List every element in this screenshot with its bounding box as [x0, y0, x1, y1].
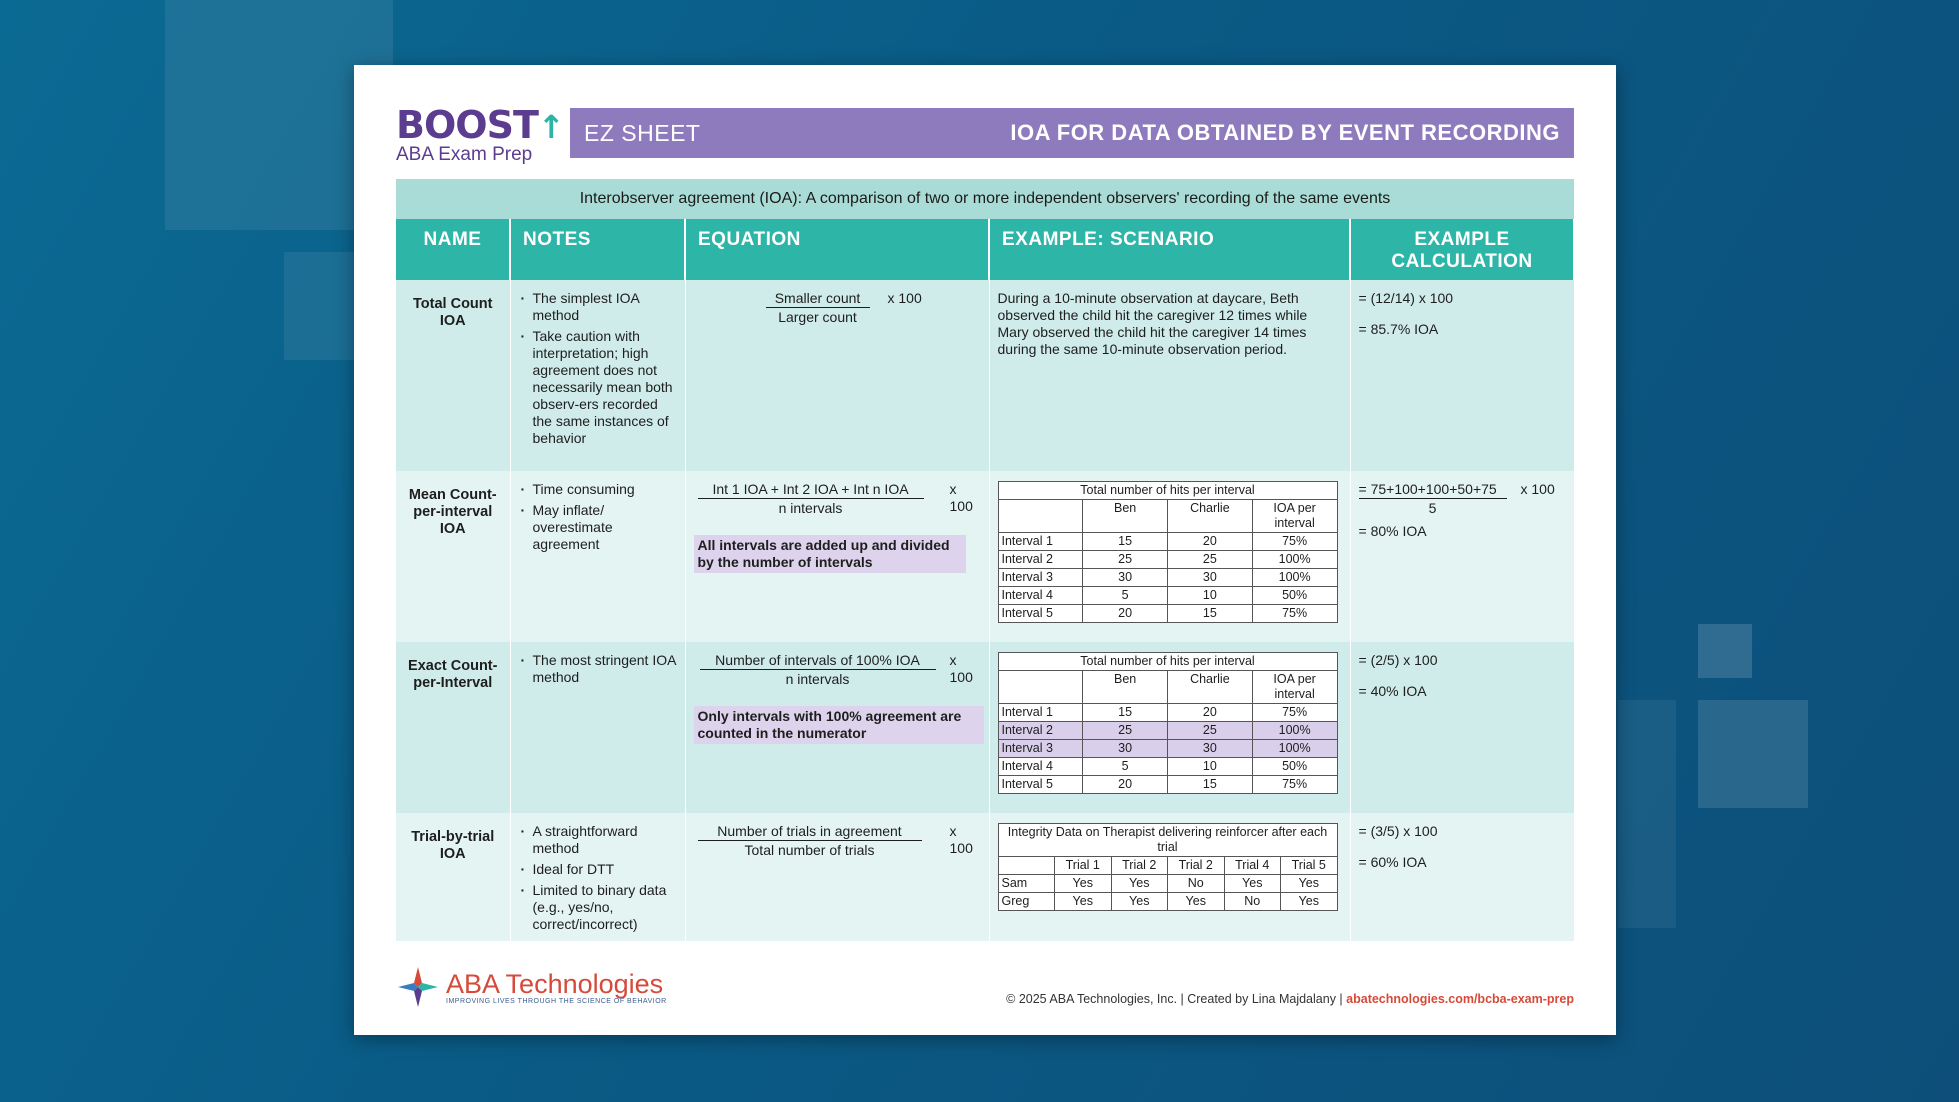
- header-notes: NOTES: [510, 219, 685, 280]
- cell: Interval 3: [998, 569, 1083, 587]
- up-arrow-icon: ↑: [537, 108, 564, 146]
- title-banner: [570, 108, 1574, 158]
- banner-label: EZ SHEET: [584, 119, 701, 146]
- row-scenario: During a 10-minute observation at daycare, Beth observed the child hit the caregiver 12 times while Mary observed the child hit the caregiver 14 times during the same 10-minute observation period.: [989, 280, 1350, 471]
- cell: 100%: [1252, 551, 1337, 569]
- cell: 10: [1168, 758, 1253, 776]
- cell: 75%: [1252, 605, 1337, 623]
- cell: Yes: [1111, 893, 1168, 911]
- mini-table-row: [998, 758, 1337, 776]
- row-notes: [510, 280, 685, 471]
- row-calculation: [1350, 813, 1574, 941]
- row-equation: [685, 813, 989, 941]
- background-square: [1618, 700, 1676, 928]
- equation-multiplier: x 100: [949, 823, 973, 856]
- calc-multiplier: x 100: [1520, 481, 1555, 497]
- calc-result: = 40% IOA: [1358, 683, 1427, 699]
- table-row: [396, 642, 1574, 813]
- mini-table-row: [998, 587, 1337, 605]
- cell: 50%: [1252, 758, 1337, 776]
- row-calculation: [1350, 642, 1574, 813]
- copyright: © 2025 ABA Technologies, Inc. | Created by Lina Majdalany |: [1006, 992, 1343, 1006]
- cell: Interval 2: [998, 551, 1083, 569]
- equation-note: Only intervals with 100% agreement are counted in the numerator: [694, 706, 984, 744]
- row-notes: [510, 813, 685, 941]
- list-item: · Limited to binary data (e.g., yes/no, correct/incorrect): [519, 882, 677, 933]
- cell: 25: [1083, 722, 1168, 740]
- cell: 75%: [1252, 776, 1337, 794]
- header-name: NAME: [396, 219, 510, 280]
- cell: 5: [1083, 587, 1168, 605]
- cell: Interval 3: [998, 740, 1083, 758]
- cell: Yes: [1224, 875, 1281, 893]
- equation-denominator: Total number of trials: [744, 842, 875, 858]
- mini-table-header: [998, 500, 1083, 533]
- row-scenario: [989, 642, 1350, 813]
- mini-table-header: Charlie: [1168, 671, 1253, 704]
- mini-table-header: Trial 4: [1224, 857, 1281, 875]
- mini-table-row: [998, 569, 1337, 587]
- equation-numerator: Smaller count: [766, 290, 870, 308]
- table-row: [396, 471, 1574, 642]
- cell: Yes: [1055, 893, 1112, 911]
- table-row: [396, 813, 1574, 941]
- row-scenario: [989, 813, 1350, 941]
- cell: Yes: [1168, 893, 1225, 911]
- equation-multiplier: x 100: [949, 652, 973, 685]
- intro-definition: Interobserver agreement (IOA): A comparison of two or more independent observers' recording of the same events: [396, 179, 1574, 219]
- calc-denominator: 5: [1428, 500, 1437, 516]
- cell: 30: [1083, 569, 1168, 587]
- list-item: · Ideal for DTT: [519, 861, 677, 878]
- mini-table-header: [998, 857, 1055, 875]
- mini-table-row-highlighted: [998, 740, 1337, 758]
- row-name: Total Count IOA: [396, 280, 510, 471]
- calc-result: = 60% IOA: [1358, 854, 1427, 870]
- row-name: Exact Count-per-Interval: [396, 642, 510, 813]
- equation-multiplier: x 100: [949, 481, 973, 514]
- cell: 100%: [1252, 569, 1337, 587]
- mini-table-caption: Integrity Data on Therapist delivering reinforcer after each trial: [998, 824, 1337, 857]
- mini-table-row: [998, 776, 1337, 794]
- cell: 15: [1168, 776, 1253, 794]
- row-equation: [685, 471, 989, 642]
- calc-step: = (12/14) x 100: [1358, 290, 1454, 306]
- footer-tagline: IMPROVING LIVES THROUGH THE SCIENCE OF BEHAVIOR: [446, 997, 667, 1005]
- table-row: [396, 280, 1574, 471]
- equation-denominator: Larger count: [778, 309, 857, 325]
- mini-table-header: [998, 671, 1083, 704]
- row-scenario: [989, 471, 1350, 642]
- cell: Yes: [1111, 875, 1168, 893]
- cell: 20: [1083, 605, 1168, 623]
- cell: Yes: [1281, 875, 1338, 893]
- cell: 30: [1083, 740, 1168, 758]
- header-scenario: EXAMPLE: SCENARIO: [989, 219, 1350, 280]
- row-calculation: [1350, 471, 1574, 642]
- ez-sheet: [354, 65, 1616, 1035]
- mini-table-row: [998, 551, 1337, 569]
- equation-multiplier: x 100: [887, 290, 922, 306]
- row-equation: [685, 642, 989, 813]
- calc-step: = (2/5) x 100: [1358, 652, 1438, 668]
- cell: Interval 4: [998, 587, 1083, 605]
- cell: 30: [1168, 569, 1253, 587]
- list-item: · A straightforward method: [519, 823, 677, 857]
- footer-credits: [1006, 992, 1574, 1006]
- cell: 75%: [1252, 533, 1337, 551]
- row-calculation: [1350, 280, 1574, 471]
- list-item: · Take caution with interpretation; high agreement does not necessarily mean both observ-ers recorded the same instances of behavior: [519, 328, 677, 447]
- mini-table-header: IOA per interval: [1252, 500, 1337, 533]
- mini-table-header: Charlie: [1168, 500, 1253, 533]
- mini-table-row: [998, 605, 1337, 623]
- list-item: · Time consuming: [519, 481, 677, 498]
- cell: Interval 2: [998, 722, 1083, 740]
- trial-table: [998, 823, 1338, 911]
- equation-numerator: Int 1 IOA + Int 2 IOA + Int n IOA: [698, 481, 924, 499]
- mini-table-header: Ben: [1083, 671, 1168, 704]
- equation-numerator: Number of intervals of 100% IOA: [700, 652, 936, 670]
- equation-numerator: Number of trials in agreement: [698, 823, 922, 841]
- cell: 10: [1168, 587, 1253, 605]
- cell: 20: [1083, 776, 1168, 794]
- mini-table-row: [998, 875, 1337, 893]
- header-equation: EQUATION: [685, 219, 989, 280]
- background-square: [1698, 624, 1752, 678]
- cell: Yes: [1055, 875, 1112, 893]
- row-notes: [510, 471, 685, 642]
- cell: 30: [1168, 740, 1253, 758]
- cell: Interval 4: [998, 758, 1083, 776]
- equation-note: All intervals are added up and divided by the number of intervals: [694, 535, 966, 573]
- equation-denominator: n intervals: [785, 671, 850, 687]
- logo-name: BOOST: [396, 103, 538, 147]
- mini-table-caption: Total number of hits per interval: [998, 653, 1337, 671]
- mini-table-header: Ben: [1083, 500, 1168, 533]
- cell: 5: [1083, 758, 1168, 776]
- cell: Interval 1: [998, 704, 1083, 722]
- calc-numerator: = 75+100+100+50+75: [1359, 481, 1507, 499]
- cell: 20: [1168, 704, 1253, 722]
- mini-table-row-highlighted: [998, 722, 1337, 740]
- list-item: · The simplest IOA method: [519, 290, 677, 324]
- calc-step: = (3/5) x 100: [1358, 823, 1438, 839]
- aba-technologies-logo: [396, 965, 667, 1009]
- cell: 15: [1083, 533, 1168, 551]
- interval-table: [998, 652, 1338, 794]
- list-item: · May inflate/ overestimate agreement: [519, 502, 677, 553]
- cell: 50%: [1252, 587, 1337, 605]
- header-calculation: EXAMPLE CALCULATION: [1350, 219, 1574, 280]
- cell: 25: [1083, 551, 1168, 569]
- cell: Greg: [998, 893, 1055, 911]
- footer-brand: ABA Technologies: [446, 968, 664, 999]
- cell: 100%: [1252, 740, 1337, 758]
- mini-table-header: Trial 2: [1111, 857, 1168, 875]
- logo-subtitle: ABA Exam Prep: [396, 144, 533, 165]
- mini-table-row: [998, 704, 1337, 722]
- ioa-table: [396, 179, 1574, 941]
- cell: Interval 1: [998, 533, 1083, 551]
- mini-table-header: Trial 5: [1281, 857, 1338, 875]
- cell: Yes: [1281, 893, 1338, 911]
- cell: 25: [1168, 722, 1253, 740]
- boost-logo: [396, 103, 564, 165]
- cell: No: [1224, 893, 1281, 911]
- cell: 75%: [1252, 704, 1337, 722]
- footer-link[interactable]: abatechnologies.com/bcba-exam-prep: [1346, 992, 1574, 1006]
- mini-table-header: Trial 1: [1055, 857, 1112, 875]
- cell: No: [1168, 875, 1225, 893]
- mini-table-row: [998, 533, 1337, 551]
- cell: Sam: [998, 875, 1055, 893]
- background-square: [1698, 700, 1808, 808]
- list-item: · The most stringent IOA method: [519, 652, 677, 686]
- row-notes: [510, 642, 685, 813]
- cell: 25: [1168, 551, 1253, 569]
- row-name: Trial-by-trial IOA: [396, 813, 510, 941]
- page-title: IOA FOR DATA OBTAINED BY EVENT RECORDING: [1010, 120, 1560, 145]
- row-equation: [685, 280, 989, 471]
- interval-table: [998, 481, 1338, 623]
- cell: 100%: [1252, 722, 1337, 740]
- calc-result: = 80% IOA: [1358, 523, 1427, 539]
- cell: 20: [1168, 533, 1253, 551]
- background-square: [284, 252, 356, 360]
- mini-table-caption: Total number of hits per interval: [998, 482, 1337, 500]
- equation-denominator: n intervals: [778, 500, 843, 516]
- mini-table-row: [998, 893, 1337, 911]
- cell: Interval 5: [998, 776, 1083, 794]
- cell: Interval 5: [998, 605, 1083, 623]
- row-name: Mean Count-per-interval IOA: [396, 471, 510, 642]
- cell: 15: [1083, 704, 1168, 722]
- mini-table-header: IOA per interval: [1252, 671, 1337, 704]
- mini-table-header: Trial 2: [1168, 857, 1225, 875]
- calc-result: = 85.7% IOA: [1358, 321, 1439, 337]
- aba-star-icon: [396, 965, 440, 1009]
- cell: 15: [1168, 605, 1253, 623]
